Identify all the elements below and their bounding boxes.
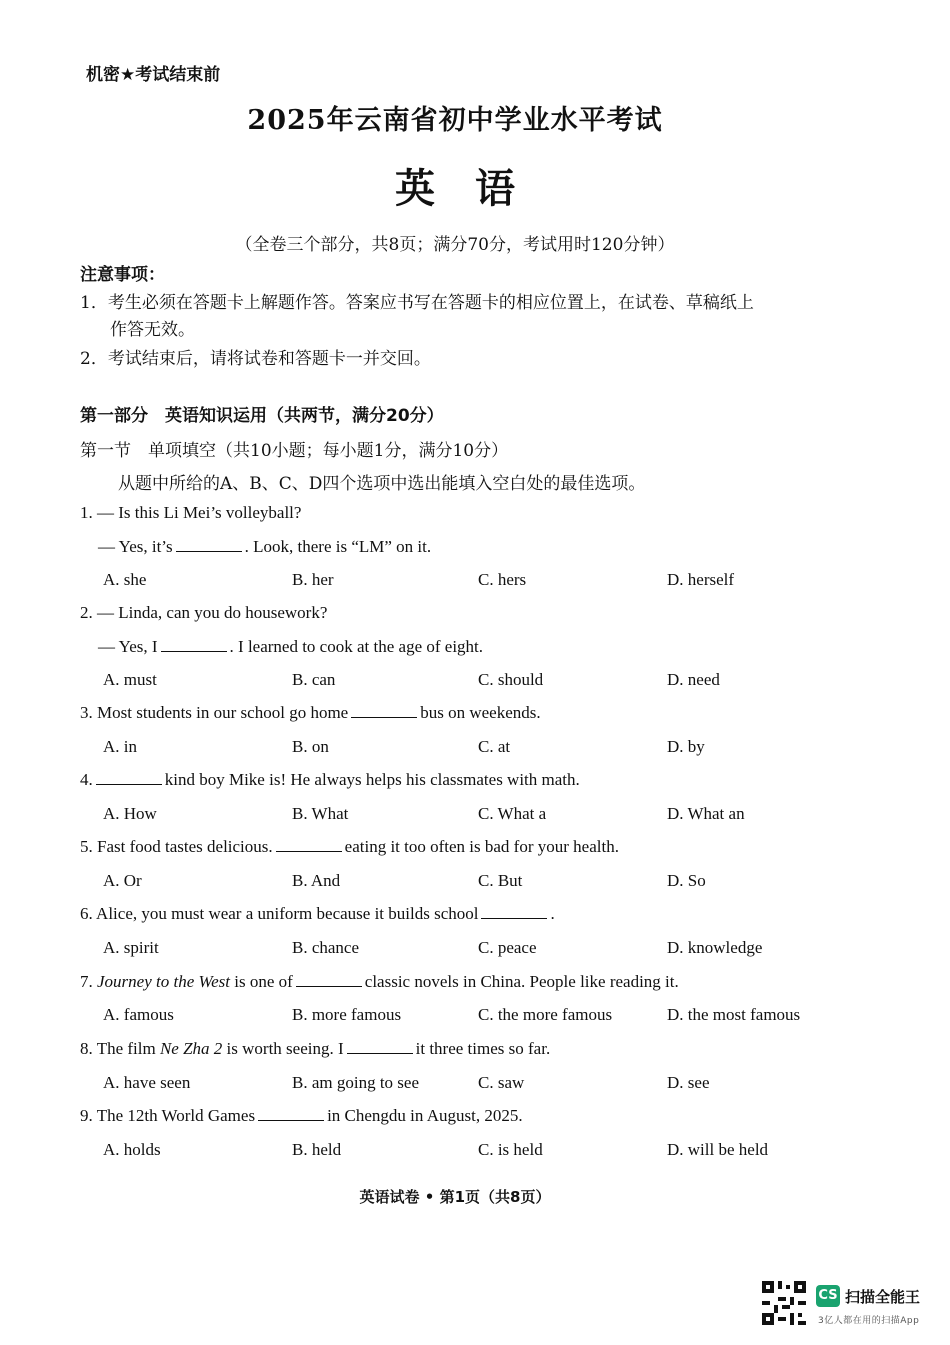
question-2-answer-line bbox=[98, 637, 483, 657]
q5-option-a: A. Or bbox=[103, 871, 142, 890]
part-heading: 第一部分 英语知识运用（共两节，满分20分） bbox=[80, 406, 444, 426]
answer-blank bbox=[347, 1039, 413, 1054]
q6-option-b: B. chance bbox=[292, 938, 360, 957]
q8-option-d: D. see bbox=[667, 1073, 710, 1092]
answer-blank bbox=[176, 537, 242, 552]
q4-option-c: C. What a bbox=[478, 804, 547, 823]
q2-option-a: A. must bbox=[103, 670, 157, 689]
q2-option-b: B. can bbox=[292, 670, 336, 689]
q4-option-a: A. How bbox=[103, 804, 157, 823]
q7-option-a: A. famous bbox=[103, 1005, 174, 1024]
answer-blank bbox=[96, 770, 162, 785]
q8-option-c: C. saw bbox=[478, 1073, 525, 1092]
answer-blank bbox=[161, 637, 227, 652]
scanner-logo: CS bbox=[816, 1285, 840, 1307]
q4-number: 4. bbox=[80, 770, 93, 789]
confidential-label: 机密★考试结束前 bbox=[86, 65, 221, 85]
q3-option-a: A. in bbox=[103, 737, 137, 756]
question-1-answer-line bbox=[98, 537, 431, 557]
question-1: 1. — Is this Li Mei’s volleyball? bbox=[80, 503, 302, 522]
notice-item-1-cont: 作答无效。 bbox=[110, 320, 195, 340]
scanner-app-name: 扫描全能王 bbox=[845, 1288, 921, 1306]
q8-text-after: it three times so far. bbox=[415, 1039, 551, 1058]
q6-text-after: . bbox=[550, 904, 555, 923]
section-heading: 第一节 单项填空（共10小题；每小题1分，满分10分） bbox=[80, 441, 509, 461]
subject-title: 英语 bbox=[395, 165, 555, 212]
answer-blank bbox=[258, 1106, 324, 1121]
q4-option-d: D. What an bbox=[667, 804, 745, 823]
q7-book-title: Journey to the West bbox=[97, 972, 230, 991]
q4-text-after: kind boy Mike is! He always helps his classmates with math. bbox=[164, 770, 580, 789]
q5-option-d: D. So bbox=[667, 871, 706, 890]
q2-option-c: C. should bbox=[478, 670, 544, 689]
q8-option-b: B. am going to see bbox=[292, 1073, 420, 1092]
q8-film-title: Ne Zha 2 bbox=[159, 1039, 223, 1058]
q1-option-a: A. she bbox=[103, 570, 147, 589]
scanner-tagline: 3亿人都在用的扫描App bbox=[818, 1316, 920, 1326]
question-8 bbox=[80, 1039, 550, 1059]
q6-option-c: C. peace bbox=[478, 938, 537, 957]
q9-option-c: C. is held bbox=[478, 1140, 543, 1159]
q5-text-after: eating it too often is bad for your health. bbox=[344, 837, 619, 856]
q9-option-a: A. holds bbox=[103, 1140, 161, 1159]
qr-code-icon bbox=[762, 1281, 806, 1325]
page-footer: 英语试卷 • 第1页（共8页） bbox=[359, 1188, 551, 1206]
q2-text-before: — Yes, I bbox=[98, 637, 158, 656]
notice-item-1: 1．考生必须在答题卡上解题作答。答案应书写在答题卡的相应位置上，在试卷、草稿纸上 bbox=[80, 293, 754, 313]
q8-text-middle: is worth seeing. I bbox=[226, 1039, 344, 1058]
question-5 bbox=[80, 837, 619, 857]
q5-option-b: B. And bbox=[292, 871, 341, 890]
q5-text-before: 5. Fast food tastes delicious. bbox=[80, 837, 273, 856]
answer-blank bbox=[351, 703, 417, 718]
answer-blank bbox=[481, 904, 547, 919]
q7-option-b: B. more famous bbox=[292, 1005, 402, 1024]
q1-option-b: B. her bbox=[292, 570, 334, 589]
question-9 bbox=[80, 1106, 523, 1126]
q9-option-d: D. will be held bbox=[667, 1140, 769, 1159]
q1-option-c: C. hers bbox=[478, 570, 527, 589]
q3-option-d: D. by bbox=[667, 737, 705, 756]
q3-option-c: C. at bbox=[478, 737, 511, 756]
q7-option-d: D. the most famous bbox=[667, 1005, 801, 1024]
q3-text-after: bus on weekends. bbox=[420, 703, 541, 722]
notice-heading: 注意事项： bbox=[80, 265, 165, 285]
q7-number: 7. bbox=[80, 972, 93, 991]
q8-option-a: A. have seen bbox=[103, 1073, 191, 1092]
q7-option-c: C. the more famous bbox=[478, 1005, 613, 1024]
answer-blank bbox=[296, 972, 362, 987]
exam-note: （全卷三个部分，共8页；满分70分，考试用时120分钟） bbox=[235, 235, 675, 255]
question-4 bbox=[80, 770, 580, 790]
q4-option-b: B. What bbox=[292, 804, 349, 823]
q1-text-before: — Yes, it’s bbox=[98, 537, 173, 556]
q8-text-before: 8. The film bbox=[80, 1039, 156, 1058]
q7-text-after: classic novels in China. People like reading it. bbox=[364, 972, 679, 991]
q6-option-a: A. spirit bbox=[103, 938, 159, 957]
q3-text-before: 3. Most students in our school go home bbox=[80, 703, 349, 722]
q6-option-d: D. knowledge bbox=[667, 938, 763, 957]
q1-option-d: D. herself bbox=[667, 570, 735, 589]
notice-item-2: 2．考试结束后，请将试卷和答题卡一并交回。 bbox=[80, 349, 431, 369]
q2-text-after: . I learned to cook at the age of eight. bbox=[229, 637, 484, 656]
q5-option-c: C. But bbox=[478, 871, 523, 890]
q7-text-before: is one of bbox=[234, 972, 293, 991]
question-3 bbox=[80, 703, 541, 723]
q6-text-before: 6. Alice, you must wear a uniform because it builds school bbox=[80, 904, 479, 923]
answer-blank bbox=[276, 837, 342, 852]
question-2: 2. — Linda, can you do housework? bbox=[80, 603, 328, 622]
q3-option-b: B. on bbox=[292, 737, 329, 756]
question-7 bbox=[80, 972, 679, 992]
q2-option-d: D. need bbox=[667, 670, 720, 689]
q9-text-before: 9. The 12th World Games bbox=[80, 1106, 256, 1125]
question-6 bbox=[80, 904, 555, 924]
q9-option-b: B. held bbox=[292, 1140, 342, 1159]
exam-title: 2025年云南省初中学业水平考试 bbox=[247, 105, 663, 136]
instruction: 从题中所给的A、B、C、D四个选项中选出能填入空白处的最佳选项。 bbox=[118, 474, 646, 494]
q9-text-after: in Chengdu in August, 2025. bbox=[327, 1106, 523, 1125]
q1-text-after: . Look, there is “LM” on it. bbox=[244, 537, 432, 556]
